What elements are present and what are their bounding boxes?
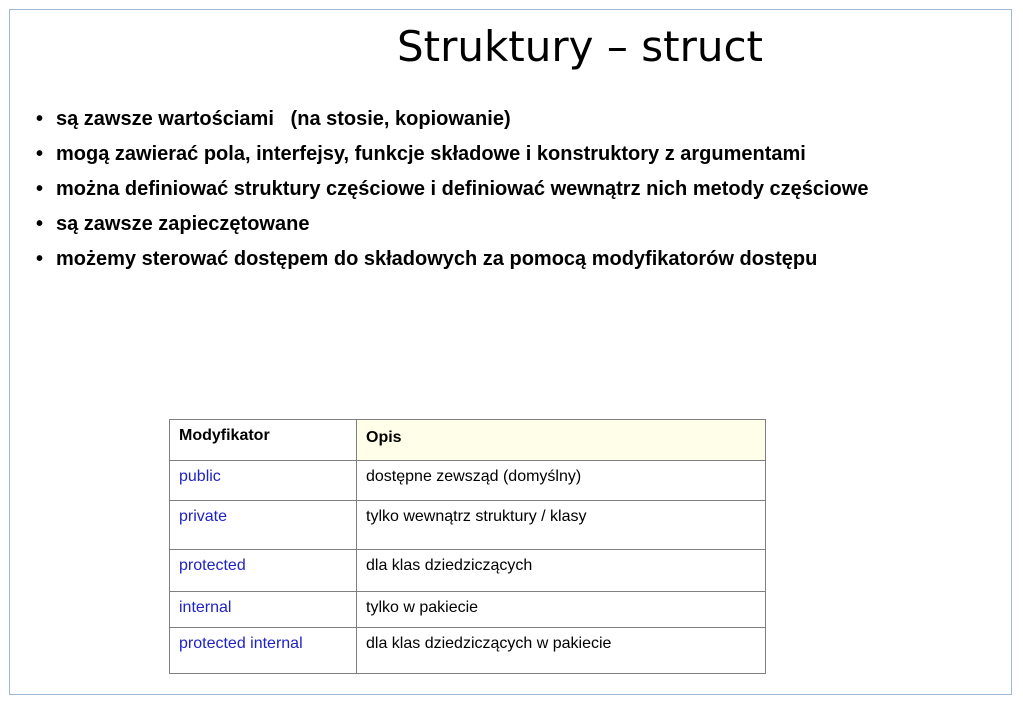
modifiers-table <box>169 419 766 674</box>
bullet-item <box>36 176 976 203</box>
modifier-cell: protected <box>170 550 357 592</box>
header-opis: Opis <box>357 420 766 461</box>
modifier-cell: public <box>170 461 357 501</box>
bullet-text: są zawsze zapieczętowane <box>56 213 310 235</box>
bullet-dot: • <box>36 178 44 200</box>
modifier-cell: internal <box>170 592 357 628</box>
description-cell: tylko w pakiecie <box>357 592 766 628</box>
bullet-dot: • <box>36 143 44 165</box>
description-cell: tylko wewnątrz struktury / klasy <box>357 501 766 550</box>
table-header-row <box>170 420 766 461</box>
bullet-text: można definiować struktury częściowe i definiować wewnątrz nich metody częściowe <box>56 178 869 200</box>
description-cell: dla klas dziedziczących <box>357 550 766 592</box>
table-row <box>170 501 766 550</box>
table-row <box>170 461 766 501</box>
modifiers-table-wrap <box>169 419 766 674</box>
bullet-item <box>36 246 976 273</box>
description-cell: dla klas dziedziczących w pakiecie <box>357 628 766 674</box>
bullet-text: są zawsze wartościami (na stosie, kopiowanie) <box>56 108 511 130</box>
bullet-dot: • <box>36 248 44 270</box>
table-row <box>170 550 766 592</box>
bullet-dot: • <box>36 213 44 235</box>
table-row <box>170 628 766 674</box>
modifier-cell: private <box>170 501 357 550</box>
bullet-text: możemy sterować dostępem do składowych za pomocą modyfikatorów dostępu <box>56 248 818 270</box>
modifier-cell: protected internal <box>170 628 357 674</box>
bullet-dot: • <box>36 108 44 130</box>
slide-title: Struktury – struct <box>396 22 764 71</box>
description-cell: dostępne zewsząd (domyślny) <box>357 461 766 501</box>
bullet-item <box>36 141 976 168</box>
bullet-item <box>36 211 976 238</box>
bullet-text: mogą zawierać pola, interfejsy, funkcje składowe i konstruktory z argumentami <box>56 143 806 165</box>
bullet-list <box>36 106 976 281</box>
bullet-item <box>36 106 976 133</box>
header-modyfikator: Modyfikator <box>170 420 357 461</box>
table-row <box>170 592 766 628</box>
